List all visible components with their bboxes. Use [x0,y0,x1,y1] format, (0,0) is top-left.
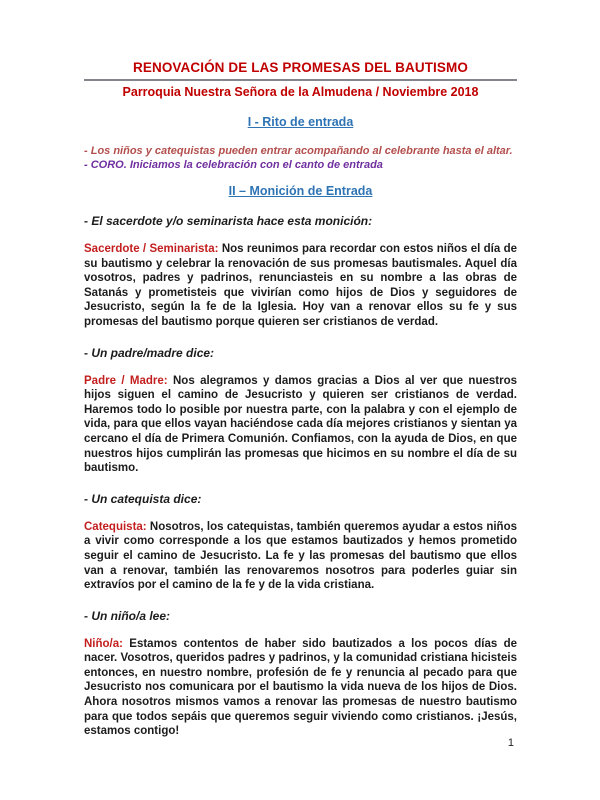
document-title: RENOVACIÓN DE LAS PROMESAS DEL BAUTISMO [133,60,468,75]
stage-direction-parent: - Un padre/madre dice: [84,345,215,360]
stage-direction-child: - Un niño/a lee: [84,608,171,623]
rubric-entrance-instruction: - Los niños y catequistas pueden entrar acompañando al celebrante hasta el altar. [84,145,513,157]
speech-text-catechist: Nosotros, los catequistas, también queremos ayudar a estos niños a vivir como corresponde a los que estamos bautizados y hemos prometido seguir el camino de Jesucristo. La fe y las promesas del bautismo que ellos van a renovar, también las renovaremos nosotros para poderles guiar sin extravíos por el camino de la fe y de la vida cristiana. [84,520,517,592]
speech-paragraph-catechist [84,520,517,593]
section-heading-monicion-de-entrada: II – Monición de Entrada [228,184,373,198]
rubric-coro-instruction: - CORO. Iniciamos la celebración con el canto de entrada [84,159,383,171]
document-content [84,60,517,739]
speech-paragraph-child [84,637,517,739]
speaker-label-parent: Padre / Madre: [84,374,168,387]
document-subtitle: Parroquia Nuestra Señora de la Almudena / Noviembre 2018 [122,85,479,99]
speaker-label-catechist: Catequista: [84,520,147,533]
speech-text-child: Estamos contentos de haber sido bautizados a los pocos días de nacer. Vosotros, queridos padres y padrinos, y la comunidad cristiana hicisteis entonces, en nuestro nombre, profesión de fe y renuncia al pecado para que Jesucristo nos comunicara por el bautismo la vida nueva de los hijos de Dios. Ahora nosotros mismos vamos a renovar las promesas de nuestro bautismo para que todos sepáis que queremos seguir viviendo como cristianos. ¡Jesús, estamos contigo! [84,637,517,738]
speaker-label-priest: Sacerdote / Seminarista: [84,243,219,255]
speech-paragraph-parent [84,374,517,476]
title-rule [84,79,517,81]
page-number: 1 [507,737,514,749]
speaker-label-child: Niño/a: [84,637,123,650]
section-heading-rito-de-entrada: I - Rito de entrada [247,115,354,129]
speech-paragraph-priest [84,242,517,330]
speech-text-parent: Nos alegramos y damos gracias a Dios al ver que nuestros hijos siguen el camino de Jesucristo y quieren ser cristianos de verdad. Haremos todo lo posible por nuestra parte, con la palabra y con el ejemplo de vida, para que ellos vayan haciéndose cada día mejores cristianos y sientan ya cercano el día de Primera Comunión. Confiamos, con la ayuda de Dios, en que nuestros hijos cumplirán las promesas que hicimos en su nombre el día de su bautismo. [84,374,517,475]
stage-direction-priest: - El sacerdote y/o seminarista hace esta monición: [84,214,373,228]
stage-direction-catechist: - Un catequista dice: [84,491,202,506]
speech-text-priest: Nos reunimos para recordar con estos niños el día de su bautismo y celebrar la renovación de sus promesas bautismales. Aquel día vosotros, padres y padrinos, renunciasteis en su nombre a las obras de Satanás y prometisteis que vivirían como hijos de Dios y seguidores de Jesucristo, según la fe de la Iglesia. Hoy van a renovar ellos su fe y sus promesas del bautismo porque quieren ser cristianos de verdad. [84,243,517,328]
